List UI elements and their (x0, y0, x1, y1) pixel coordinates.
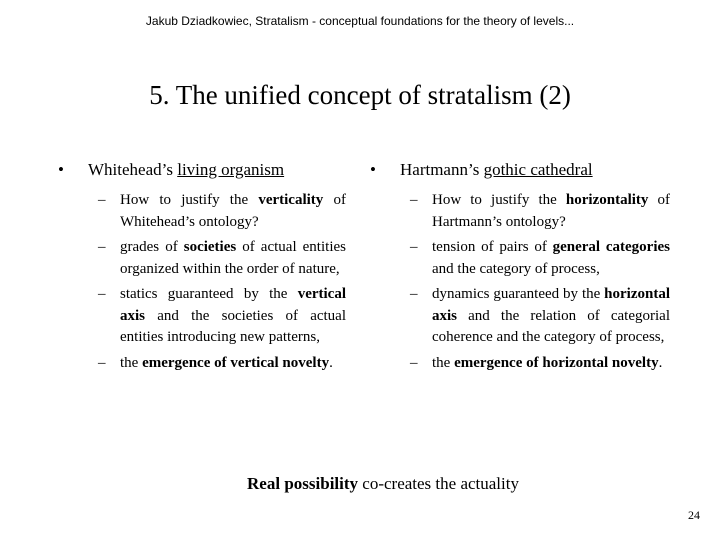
left-sub-item-3 (58, 284, 346, 349)
dash: – (98, 239, 106, 255)
left-bullet-underlined: living organism (177, 160, 285, 179)
slide-footer (0, 474, 720, 494)
left-bullet (58, 160, 346, 180)
text: the (120, 354, 143, 371)
text: statics guaranteed by the (120, 286, 298, 302)
bullet-dot: • (58, 160, 64, 179)
text: grades of (120, 239, 184, 255)
text: and the category of process, (432, 260, 600, 277)
right-column (370, 160, 670, 378)
text: and the societies of actual entities introducing new patterns, (120, 307, 346, 345)
page-number: 24 (688, 508, 700, 522)
slide-title: 5. The unified concept of stratalism (2) (149, 80, 571, 110)
right-bullet (370, 160, 670, 180)
right-sub-item-2 (370, 237, 670, 280)
text: of Whitehead’s ontology? (120, 192, 346, 230)
right-bullet-underlined: gothic cathedral (483, 160, 593, 179)
left-sub-item-4 (58, 353, 346, 375)
bold-text: horizontality (565, 192, 649, 208)
left-sub-item-1 (58, 190, 346, 233)
text: . (658, 354, 663, 371)
left-sub-item-2 (58, 237, 346, 280)
text: of Hartmann’s ontology? (432, 192, 671, 230)
bold-text: emergence of vertical novelty (142, 354, 330, 371)
left-column (58, 160, 346, 378)
text: . (329, 354, 333, 371)
bold-text: horizontal axis (432, 286, 670, 324)
dash: – (98, 354, 106, 371)
slide-header: Jakub Dziadkowiec, Stratalism - conceptual foundations for the theory of levels... (145, 14, 575, 28)
bold-text: verticality (258, 192, 324, 208)
right-bullet-text (400, 160, 593, 180)
dash: – (410, 192, 418, 208)
left-bullet-prefix: Whitehead’s (88, 160, 178, 179)
left-sub-list (58, 190, 346, 374)
text: tension of pairs of (432, 239, 553, 255)
bold-text: societies (183, 239, 237, 255)
text: How to justify the (432, 192, 566, 208)
right-bullet-prefix: Hartmann’s (400, 160, 484, 179)
bold-text: vertical axis (120, 286, 346, 324)
text: of actual entities organized within the order of nature, (120, 239, 346, 277)
right-sub-item-4 (370, 353, 670, 375)
text: dynamics guaranteed by the (432, 286, 605, 302)
bold-text: emergence of horizontal novelty (454, 354, 659, 371)
right-sub-item-1 (370, 190, 670, 233)
bullet-dot: • (370, 160, 376, 179)
right-sub-item-3 (370, 284, 670, 349)
dash: – (98, 192, 106, 208)
dash: – (98, 286, 106, 302)
left-bullet-text (88, 160, 284, 180)
dash: – (410, 354, 418, 371)
footer-bold: Real possibility (247, 474, 359, 493)
text: the (432, 354, 455, 371)
text: How to justify the (120, 192, 259, 208)
bold-text: general categories (552, 239, 670, 255)
footer-rest: co-creates the actuality (358, 474, 519, 493)
dash: – (410, 286, 418, 302)
dash: – (410, 239, 418, 255)
right-sub-list (370, 190, 670, 374)
text: and the relation of categorial coherence and the category of process, (432, 307, 670, 345)
